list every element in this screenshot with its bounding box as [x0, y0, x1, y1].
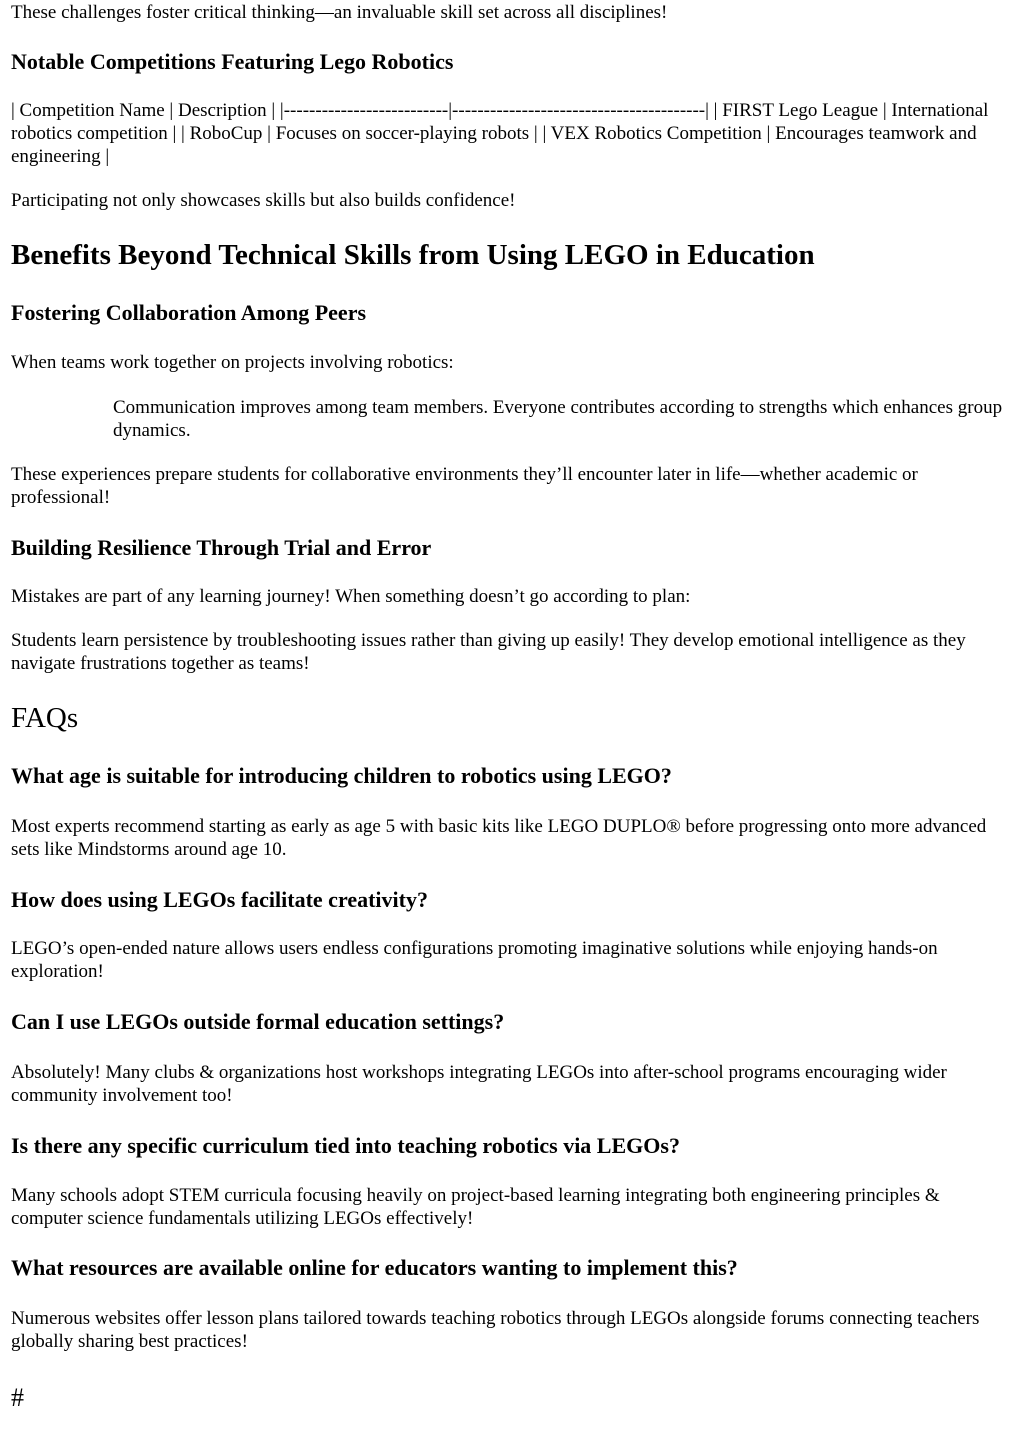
competitions-table-text: | Competition Name | Description | |--------------------------|----------------------------------------| | FIRST Lego League | International robotics competition | | RoboCup | Focuses on soccer-playing robots | | VEX Robotics Competition | Encourages teamwork and engineering |	[11, 100, 989, 167]
intro-paragraph: These challenges foster critical thinking—an invaluable skill set across all disciplines!	[11, 2, 668, 23]
resilience-lead: Mistakes are part of any learning journey! When something doesn’t go according to plan:	[11, 586, 691, 607]
faq-question: Can I use LEGOs outside formal education settings?	[11, 1009, 505, 1034]
faq-answer: Many schools adopt STEM curricula focusing heavily on project-based learning integrating both engineering principles & computer science fundamentals utilizing LEGOs effectively!	[11, 1185, 940, 1229]
trailing-hash: #	[11, 1383, 24, 1412]
faq-question: What age is suitable for introducing children to robotics using LEGO?	[11, 763, 672, 788]
faqs-heading: FAQs	[11, 702, 79, 734]
competitions-closing: Participating not only showcases skills but also builds confidence!	[11, 190, 516, 211]
faq-answer: Most experts recommend starting as early as age 5 with basic kits like LEGO DUPLO® before progressing onto more advanced sets like Mindstorms around age 10.	[11, 816, 987, 860]
competitions-heading: Notable Competitions Featuring Lego Robotics	[11, 49, 454, 74]
collaboration-quote: Communication improves among team members. Everyone contributes according to strengths which enhances group dynamics.	[113, 397, 1003, 441]
collaboration-lead: When teams work together on projects involving robotics:	[11, 352, 454, 373]
resilience-heading: Building Resilience Through Trial and Error	[11, 535, 432, 560]
collaboration-closing: These experiences prepare students for collaborative environments they’ll encounter later in life—whether academic or professional!	[11, 464, 918, 508]
collaboration-heading: Fostering Collaboration Among Peers	[11, 300, 367, 325]
faq-answer: Absolutely! Many clubs & organizations host workshops integrating LEGOs into after-school programs encouraging wider community involvement too!	[11, 1062, 947, 1106]
faq-answer: Numerous websites offer lesson plans tailored towards teaching robotics through LEGOs alongside forums connecting teachers globally sharing best practices!	[11, 1308, 980, 1352]
resilience-body: Students learn persistence by troubleshooting issues rather than giving up easily! They develop emotional intelligence as they navigate frustrations together as teams!	[11, 630, 966, 674]
faq-question: How does using LEGOs facilitate creativity?	[11, 887, 428, 912]
faq-question: What resources are available online for educators wanting to implement this?	[11, 1255, 738, 1280]
faq-question: Is there any specific curriculum tied into teaching robotics via LEGOs?	[11, 1133, 680, 1158]
benefits-heading: Benefits Beyond Technical Skills from Using LEGO in Education	[11, 239, 815, 271]
faq-answer: LEGO’s open-ended nature allows users endless configurations promoting imaginative solutions while enjoying hands-on exploration!	[11, 938, 938, 982]
